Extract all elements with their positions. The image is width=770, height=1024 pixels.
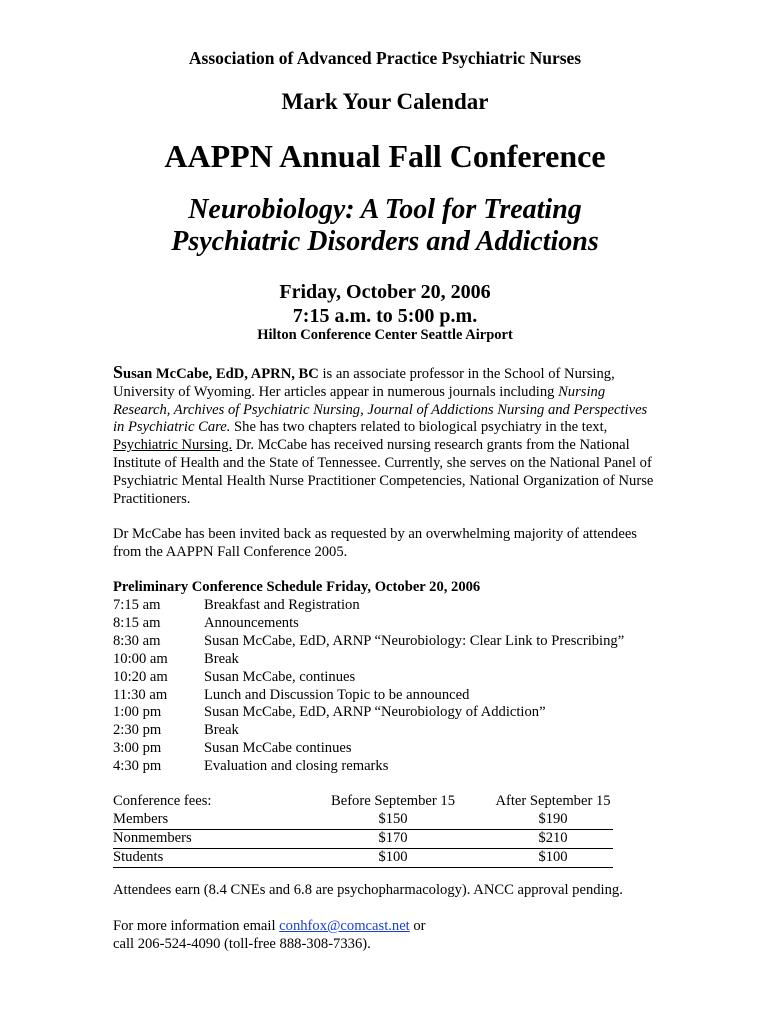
conference-date: Friday, October 20, 2006	[279, 281, 491, 303]
email-link[interactable]: conhfox@comcast.net	[279, 918, 410, 934]
fees-row	[113, 811, 613, 830]
bio-text-3: Dr. McCabe has received nursing research grants from the National Institute of Health and the State of Tennessee. Currently, she serves on the National Panel of Psychiatric Mental Health Nurse Practitioner Competencies, National Organization of Nurse Practitioners.	[113, 437, 654, 507]
bio-text-2: She has two chapters related to biological psychiatry in the text,	[230, 419, 608, 436]
schedule-event: Announcements	[204, 614, 299, 631]
speaker-name: usan McCabe, EdD, APRN, BC	[123, 366, 319, 382]
contact-suffix: or	[409, 918, 426, 934]
bio-book: Psychiatric Nursing.	[113, 437, 233, 454]
schedule-row	[113, 597, 624, 615]
schedule-event: Susan McCabe continues	[204, 740, 352, 757]
schedule-row	[113, 669, 624, 687]
schedule-title: Preliminary Conference Schedule Friday, October 20, 2006	[113, 579, 481, 595]
schedule-list	[113, 597, 624, 776]
schedule-event: Susan McCabe, continues	[204, 668, 356, 685]
schedule-time: 8:30 am	[113, 632, 161, 649]
schedule-event: Lunch and Discussion Topic to be announced	[204, 686, 470, 703]
schedule-time: 1:00 pm	[113, 704, 162, 721]
schedule-row	[113, 704, 624, 722]
conference-subtitle	[0, 194, 770, 258]
schedule-time: 2:30 pm	[113, 722, 162, 739]
organization-name: Association of Advanced Practice Psychiatric Nurses	[188, 48, 582, 68]
cne-note: Attendees earn (8.4 CNEs and 6.8 are psychopharmacology). ANCC approval pending.	[113, 882, 623, 898]
schedule-row	[113, 651, 624, 669]
schedule-event: Break	[204, 650, 239, 667]
conference-venue: Hilton Conference Center Seattle Airport	[257, 327, 513, 343]
schedule-time: 7:15 am	[113, 597, 161, 613]
schedule-time: 8:15 am	[113, 614, 161, 631]
fee-before: $170	[378, 829, 408, 846]
mark-calendar-heading: Mark Your Calendar	[281, 89, 489, 114]
schedule-event: Susan McCabe, EdD, ARNP “Neurobiology: Clear Link to Prescribing”	[204, 632, 625, 649]
fee-after: $100	[538, 848, 568, 865]
schedule-time: 3:00 pm	[113, 740, 162, 757]
schedule-time: 4:30 pm	[113, 758, 162, 775]
fees-header-label: Conference fees:	[113, 793, 212, 809]
fees-header-before: Before September 15	[330, 793, 455, 809]
schedule-event: Break	[204, 722, 239, 739]
schedule-row	[113, 758, 624, 776]
speaker-bio	[113, 364, 661, 508]
schedule-time: 10:20 am	[113, 668, 168, 685]
schedule-event: Susan McCabe, EdD, ARNP “Neurobiology of Addiction”	[204, 704, 546, 721]
contact-prefix: For more information email	[113, 918, 280, 934]
bio-journals: Nursing Research, Archives of Psychiatric Nursing, Journal of Addictions Nursing and Perspectives in Psychiatric Care.	[113, 383, 648, 436]
subtitle-line-2: Psychiatric Disorders and Addictions	[171, 226, 599, 257]
schedule-time: 10:00 am	[113, 650, 168, 667]
contact-info	[113, 917, 426, 953]
fees-row	[113, 830, 613, 849]
subtitle-line-1: Neurobiology: A Tool for Treating	[188, 194, 582, 225]
schedule-time: 11:30 am	[113, 686, 168, 703]
schedule-row	[113, 687, 624, 705]
fee-after: $210	[538, 829, 568, 846]
fee-category: Students	[113, 848, 164, 865]
contact-email-line	[113, 917, 426, 935]
conference-title: AAPPN Annual Fall Conference	[164, 138, 606, 174]
fees-row	[113, 849, 613, 868]
schedule-row	[113, 615, 624, 633]
bio-initial: S	[113, 362, 124, 382]
schedule-row	[113, 740, 624, 758]
fee-category: Nonmembers	[113, 829, 192, 846]
fee-after: $190	[538, 810, 568, 827]
conference-time: 7:15 a.m. to 5:00 p.m.	[292, 305, 478, 327]
fee-before: $150	[378, 810, 408, 827]
fees-table	[113, 793, 613, 868]
schedule-event: Breakfast and Registration	[204, 597, 360, 613]
fees-header-after: After September 15	[495, 793, 611, 809]
invite-paragraph: Dr McCabe has been invited back as requested by an overwhelming majority of attendees from the AAPPN Fall Conference 2005.	[113, 526, 637, 560]
bio-text-1: is an associate professor in the School of Nursing, University of Wyoming. Her articles appear in numerous journals including	[113, 366, 615, 400]
schedule-row	[113, 633, 624, 651]
contact-phone: call 206-524-4090 (toll-free 888-308-7336).	[113, 936, 371, 952]
fee-before: $100	[378, 848, 408, 865]
fee-category: Members	[113, 810, 169, 827]
schedule-row	[113, 722, 624, 740]
fees-header-row	[113, 793, 613, 811]
schedule-event: Evaluation and closing remarks	[204, 758, 389, 775]
